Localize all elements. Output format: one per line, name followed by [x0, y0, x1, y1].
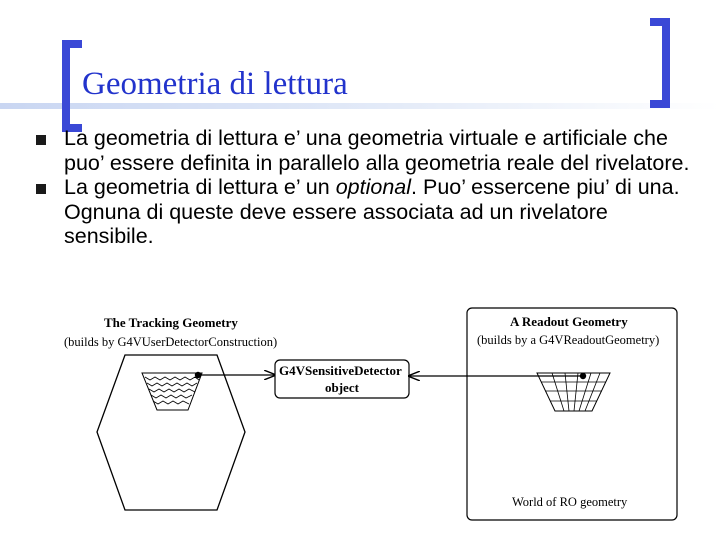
- readout-geometry-title: A Readout Geometry: [510, 314, 628, 329]
- bullet-list: [36, 126, 696, 249]
- bullet-item-2: [36, 175, 696, 249]
- bullet-item-1: [36, 126, 696, 175]
- tracking-geometry-subtitle: (builds by G4VUserDetectorConstruction): [64, 335, 278, 349]
- title-underline-bar: [0, 103, 720, 109]
- tracking-geometry-hexagon: [97, 355, 245, 510]
- right-bracket-decoration: [650, 18, 670, 108]
- readout-connection-dot: [580, 373, 586, 379]
- readout-geometry-subtitle: (builds by a G4VReadoutGeometry): [477, 333, 660, 347]
- bullet-1-text: La geometria di lettura e’ una geometria virtuale e artificiale che puo’ essere definita in parallelo alla geometria reale del rivelatore.: [64, 126, 690, 175]
- bullet-square-icon: [36, 184, 46, 194]
- readout-grid-lines: [541, 373, 606, 411]
- left-bracket-decoration: [62, 40, 82, 132]
- tracking-geometry-title: The Tracking Geometry: [104, 315, 238, 330]
- readout-world-label: World of RO geometry: [512, 495, 628, 509]
- bullet-2-emphasis: optional: [335, 175, 412, 199]
- readout-grid-wedge: [537, 373, 610, 411]
- bullet-square-icon: [36, 135, 46, 145]
- bullet-2-text-b: . Puo’ essercene piu’ di una. Ognuna di queste deve essere associata ad un rivelatore sensibile.: [64, 175, 680, 248]
- sensitive-detector-label-line1: G4VSensitiveDetector: [279, 363, 402, 378]
- bullet-2-text-a: La geometria di lettura e’ un: [64, 175, 336, 199]
- sensitive-detector-label-line2: object: [325, 380, 359, 395]
- geometry-diagram: [55, 300, 685, 530]
- slide-title: Geometria di lettura: [82, 66, 348, 102]
